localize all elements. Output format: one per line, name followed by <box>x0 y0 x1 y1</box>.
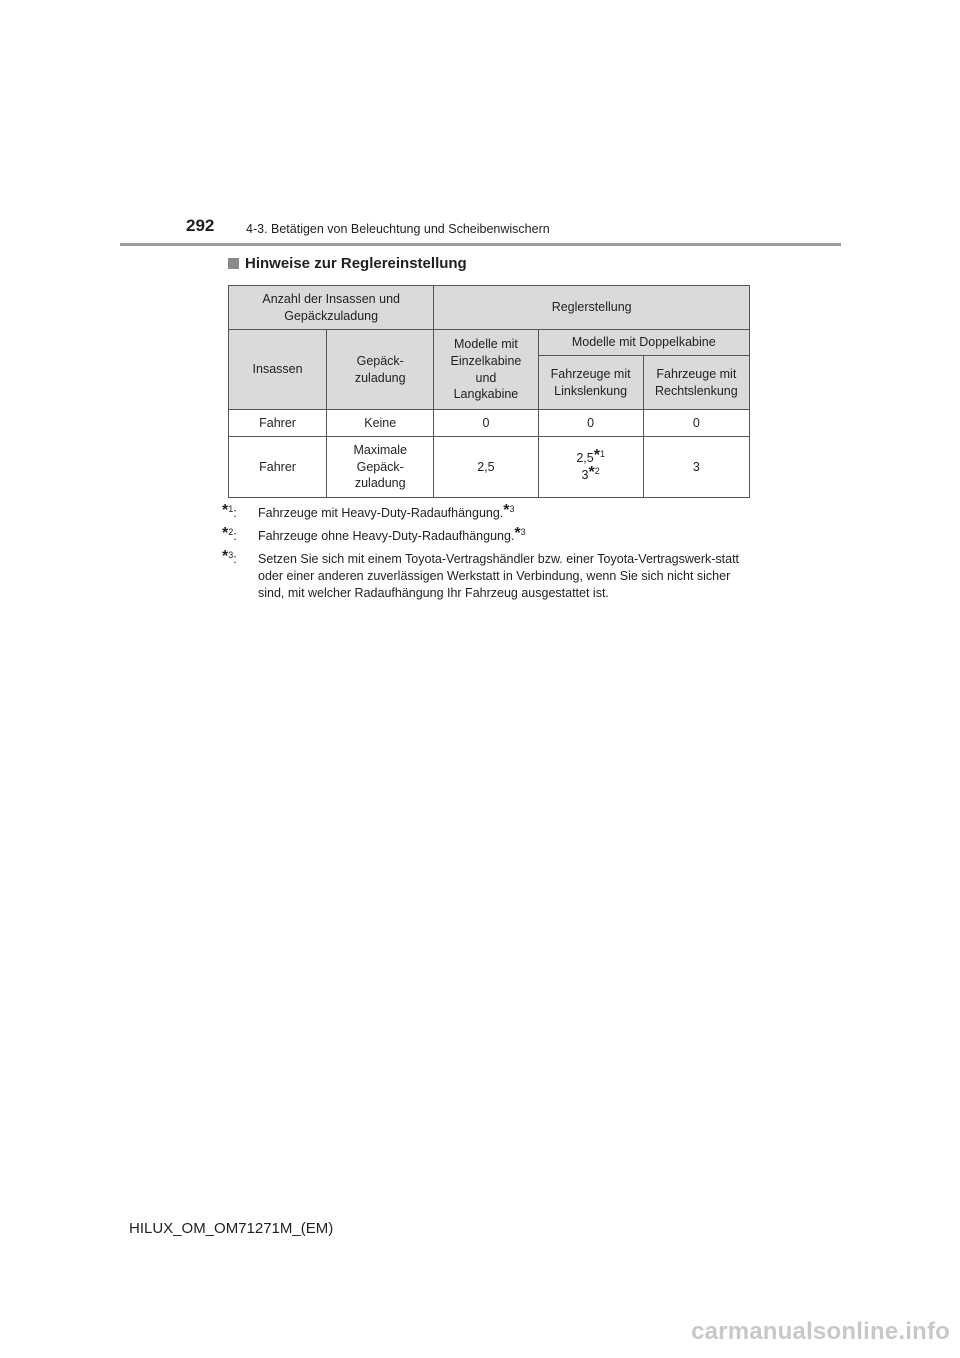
cell-luggage-text: Maximale Gepäck- zuladung <box>353 442 407 491</box>
footnote-star-icon: * <box>222 524 229 542</box>
header-occupants-load: Anzahl der Insassen und Gepäckzuladung <box>229 286 434 330</box>
header-rhd <box>643 356 749 410</box>
watermark: carmanualsonline.info <box>691 1318 950 1345</box>
cell-luggage <box>327 437 434 498</box>
regler-settings-table <box>228 285 750 498</box>
footnote-ref: 1 <box>599 448 605 459</box>
footnote-body: Fahrzeuge ohne Heavy-Duty-Radaufhängung. <box>258 528 515 543</box>
footnote-number: 1 <box>228 503 234 514</box>
header-luggage-text: Gepäck- zuladung <box>354 353 406 385</box>
footnote-cross-ref: 3 <box>509 503 515 514</box>
cell-lhd-value1: 2,5 <box>576 451 594 466</box>
header-rhd-text: Fahrzeuge mit Rechtslenkung <box>655 366 738 398</box>
subheading <box>228 255 467 272</box>
footnote-star-icon: * <box>222 547 229 565</box>
footnote-number: 2 <box>228 526 234 537</box>
footnote-item <box>222 502 752 522</box>
footnote-star-icon: * <box>593 447 600 465</box>
footnote-marker: *$^2$: <box>222 524 237 543</box>
footnote-number: 3 <box>228 549 234 560</box>
footnote-text <box>258 524 752 545</box>
footnotes <box>222 502 752 607</box>
header-rule <box>120 243 841 246</box>
cell-luggage: Keine <box>327 410 434 437</box>
header-double-cab: Modelle mit Doppelkabine <box>538 330 749 356</box>
section-title: 4-3. Betätigen von Beleuchtung und Scheibenwischern <box>246 222 550 236</box>
footnote-star-icon: * <box>514 524 521 542</box>
header-single-cab-text: Modelle mit Einzelkabine und Langkabine <box>450 336 522 402</box>
cell-occupants: Fahrer <box>229 437 327 498</box>
subheading-text: Hinweise zur Reglereinstellung <box>245 255 467 272</box>
footnote-body: Fahrzeuge mit Heavy-Duty-Radaufhängung. <box>258 506 504 520</box>
cell-single-cab: 2,5 <box>434 437 538 498</box>
page-number: 292 <box>186 216 215 235</box>
cell-single-cab: 0 <box>434 410 538 437</box>
cell-lhd <box>538 437 643 498</box>
cell-lhd-line2 <box>542 464 640 484</box>
footnote-ref: 2 <box>594 465 600 476</box>
header-occupants: Insassen <box>229 330 327 410</box>
cell-occupants: Fahrer <box>229 410 327 437</box>
cell-lhd-value2: 3 <box>581 468 589 482</box>
table-row <box>229 437 750 498</box>
header-luggage <box>327 330 434 410</box>
header-single-cab <box>434 330 538 410</box>
footnote-star-icon: * <box>503 502 510 519</box>
footnote-star-icon: * <box>588 464 595 481</box>
footnote-cross-ref: 3 <box>520 526 526 537</box>
footnote-item <box>222 547 752 602</box>
header-regler-setting: Reglerstellung <box>434 286 750 330</box>
cell-lhd: 0 <box>538 410 643 437</box>
footnote-body: Setzen Sie sich mit einem Toyota-Vertragshändler bzw. einer Toyota-Vertragswerk-statt oder einer anderen zuverlässigen Werkstatt in Verbindung, wenn Sie sich nicht sicher sind, mit welcher Radaufhängung Ihr Fahrzeug ausgestattet ist. <box>258 551 740 600</box>
footnote-marker: *$^3$: <box>222 547 237 566</box>
cell-rhd: 0 <box>643 410 749 437</box>
header-lhd <box>538 356 643 410</box>
table-row <box>229 410 750 437</box>
footnote-text <box>258 502 752 522</box>
footnote-star-icon: * <box>222 502 229 519</box>
document-code: HILUX_OM_OM71271M_(EM) <box>129 1220 334 1237</box>
footnote-marker: *$^1$: <box>222 502 237 520</box>
square-bullet-icon <box>228 258 239 269</box>
cell-rhd: 3 <box>643 437 749 498</box>
header-lhd-text: Fahrzeuge mit Linkslenkung <box>550 366 631 398</box>
footnote-item <box>222 524 752 545</box>
